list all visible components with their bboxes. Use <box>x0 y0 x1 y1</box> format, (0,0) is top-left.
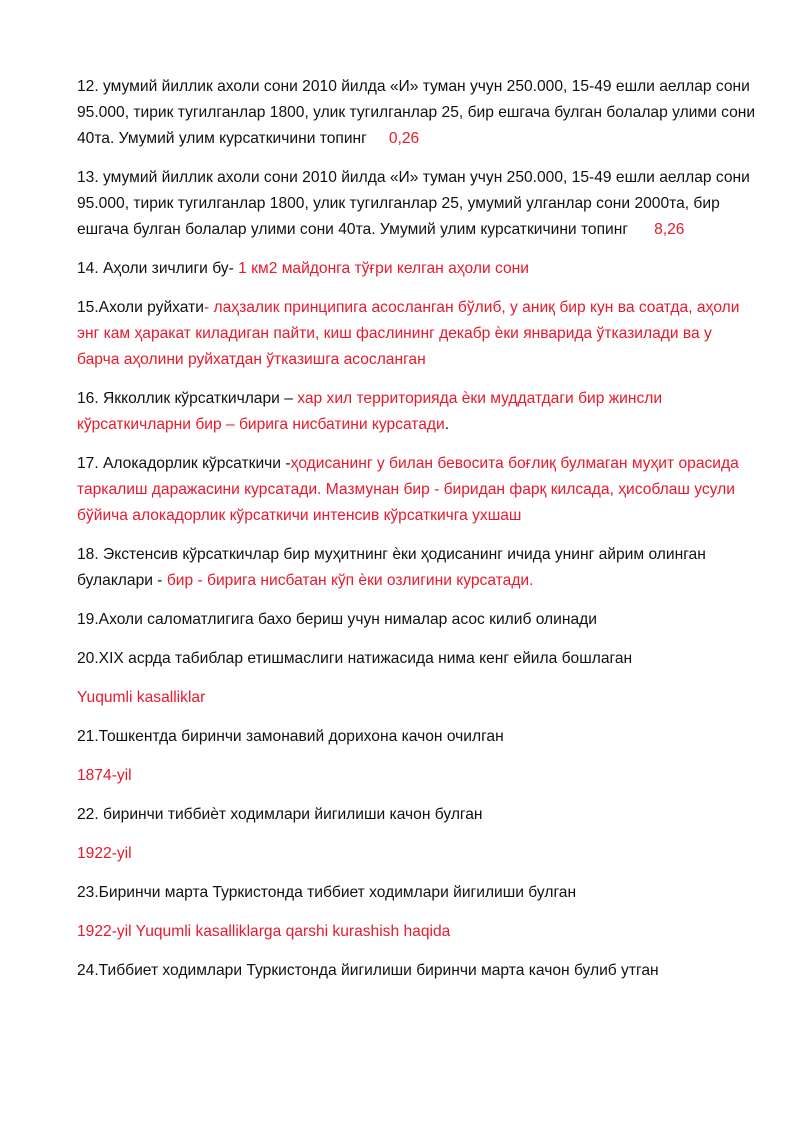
answer-text: бир - бирига нисбатан кўп ѐки озлигини курсатади. <box>166 572 534 589</box>
question-text: 16. Якколлик кўрсаткичлари – <box>77 390 293 407</box>
question-text: 15.Ахоли руйхати <box>77 299 204 316</box>
answer-23: 1922-yil Yuqumli kasalliklarga qarshi kurashish haqida <box>77 923 451 940</box>
question-20 <box>77 646 757 672</box>
question-22 <box>77 802 757 828</box>
question-23 <box>77 880 757 906</box>
question-text: 23.Биринчи марта Туркистонда тиббиет ходимлари йигилиши булган <box>77 884 577 901</box>
question-14 <box>77 256 757 282</box>
question-19 <box>77 607 757 633</box>
question-text: 12. умумий йиллик ахоли сони 2010 йилда «И» туман учун 250.000, 15-49 ешли аеллар сони 95.000, тирик тугилганлар 1800, улик тугилганлар 25, бир ешгача булган болалар улими сони 40та. Умумий улим курсаткичини топинг <box>77 78 756 147</box>
question-17 <box>77 451 757 529</box>
question-text: 13. умумий йиллик ахоли сони 2010 йилда «И» туман учун 250.000, 15-49 ешли аеллар сони 95.000, тирик тугилганлар 1800, улик тугилганлар 25, умумий улганлар сони 2000та, бир ешгача булган болалар улими сони 40та. Умумий улим курсаткичини топинг <box>77 169 750 238</box>
question-text: 21.Тошкентда биринчи замонавий дорихона качон очилган <box>77 728 504 745</box>
answer-text: хар хил территорияда ѐки муддатдаги бир жинсли кўрсаткичларни бир – бирига нисбатини курсатади <box>77 390 663 433</box>
question-text: 19.Ахоли саломатлигига бахо бериш учун нималар асос килиб олинади <box>77 611 597 628</box>
answer-text: - лаҳзалик принципига асосланган бўлиб, у аниқ бир кун ва соатда, аҳоли энг кам ҳаракат киладиган пайти, киш фаслининг декабр ѐки январида ўтказилади ва у барча аҳолини руйхатдан ўтказишга асосланган <box>77 299 740 368</box>
question-16 <box>77 386 757 438</box>
answer-text: 0,26 <box>388 130 420 147</box>
answer-22: 1922-yil <box>77 845 132 862</box>
question-24 <box>77 958 757 984</box>
document-page <box>77 74 757 997</box>
question-13 <box>77 165 757 243</box>
question-12 <box>77 74 757 152</box>
answer-21: 1874-yil <box>77 767 132 784</box>
question-text: 14. Аҳоли зичлиги бу- <box>77 260 234 277</box>
answer-text: 8,26 <box>654 221 685 238</box>
question-text: 20.XIX асрда табиблар етишмаслиги натижасида нима кенг ейила бошлаган <box>77 650 633 667</box>
answer-20: Yuqumli kasalliklar <box>77 689 206 706</box>
question-text: 24.Тиббиет ходимлари Туркистонда йигилиши биринчи марта качон булиб утган <box>77 962 659 979</box>
answer-text: ҳодисанинг у билан бевосита боғлиқ булмаган муҳит орасида таркалиш даражасини курсатади. Мазмунан бир - биридан фарқ килсада, ҳисоблаш усули бўйича алокадорлик кўрсаткичи интенсив кўрсаткичга ухшаш <box>77 455 739 524</box>
question-text: 17. Алокадорлик кўрсаткичи - <box>77 455 291 472</box>
question-18 <box>77 542 757 594</box>
question-text: 18. Экстенсив кўрсаткичлар бир муҳитнинг ѐки ҳодисанинг ичида унинг айрим олинган булаклари - <box>77 546 706 589</box>
answer-tail: . <box>444 416 450 433</box>
question-15 <box>77 295 757 373</box>
answer-text: 1 км2 майдонга тўғри келган аҳоли сони <box>238 260 529 277</box>
question-21 <box>77 724 757 750</box>
question-text: 22. биринчи тиббиѐт ходимлари йигилиши качон булган <box>77 806 483 823</box>
